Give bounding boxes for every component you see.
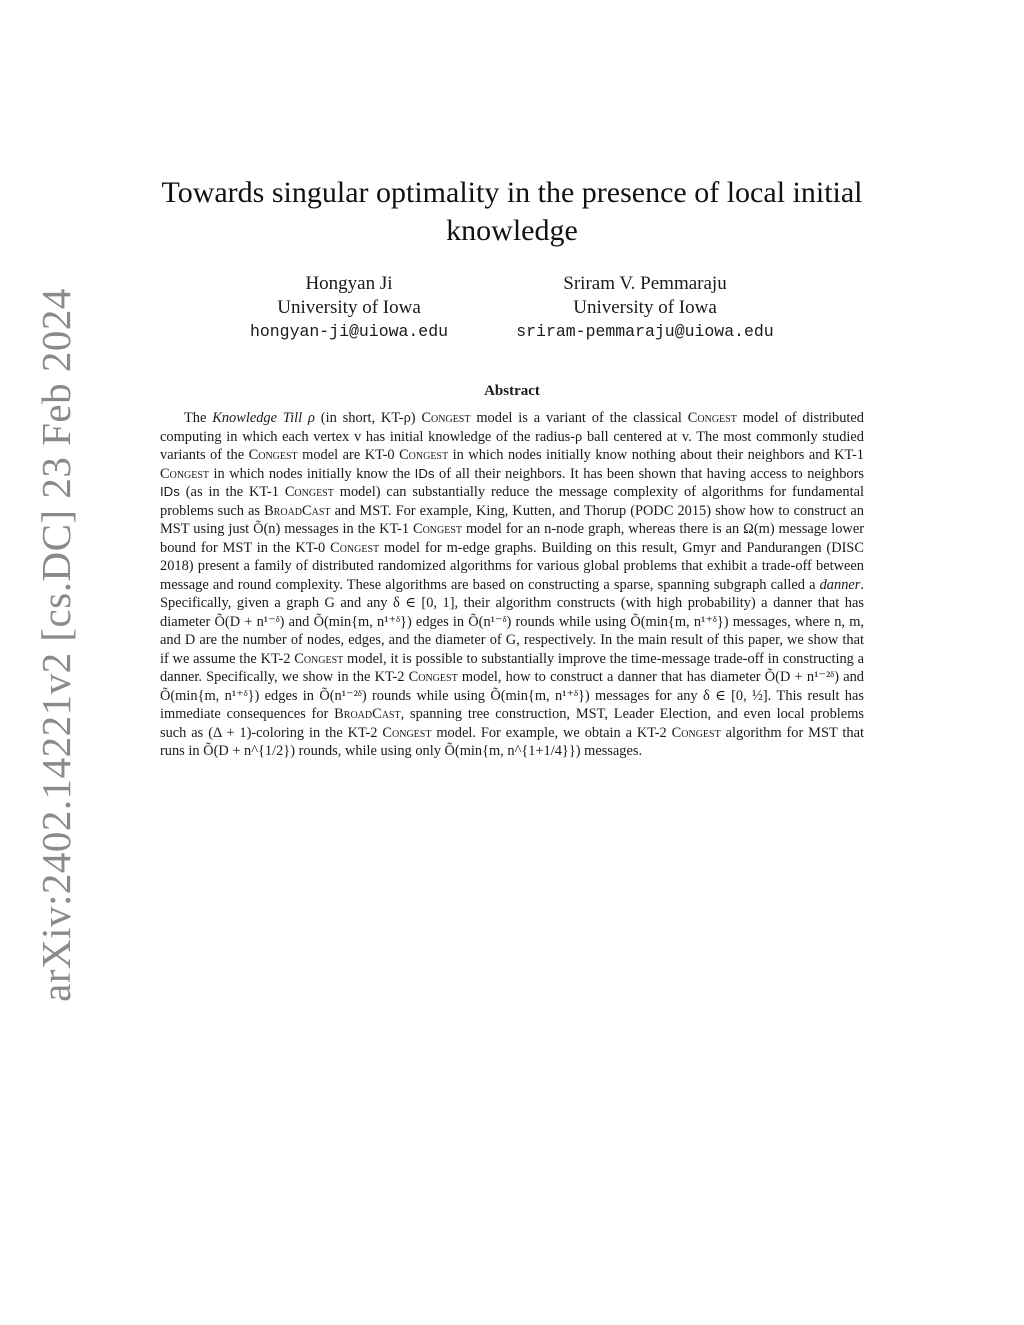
abstract-text-segment: . Specifically, given a graph G and any δ ∈ [0, 1], their algorithm constructs (with high probability) a danner that has diameter Õ(D + n¹⁻ᵟ) and Õ(min{m, n¹⁺ᵟ}) edges in Õ(n¹⁻ᵟ) rounds while using Õ(min{m, n¹⁺ᵟ}) messages, where n, m, and D are the number of nodes, edges, and the diameter of G, respectively. In the main result of this paper, we show that if we assume the KT-2 — [160, 576, 864, 667]
paper-title — [140, 174, 884, 250]
abstract-text-segment: model for an n-node graph, whereas there is an Ω(m) message lower bound for MST in the KT-0 — [160, 521, 865, 556]
abstract-text-segment: Congest — [421, 410, 471, 426]
abstract-text-segment: Congest — [248, 447, 298, 463]
abstract-text-segment: The — [184, 410, 213, 426]
abstract-body — [160, 409, 864, 761]
abstract-text-segment: danner — [819, 576, 861, 593]
abstract-text-segment: Congest — [330, 539, 380, 556]
abstract-text-segment: of all their neighbors. It has been shown that having access to neighbors — [434, 465, 864, 482]
abstract-text-segment: Congest — [160, 465, 210, 482]
abstract-text-segment: model for m-edge graphs. Building on this result, Gmyr and Pandurangen (DISC 2018) present a family of distributed randomized algorithms for various global problems that exhibit a trade-off between message and round complexity. These algorithms are based on constructing a sparse, spanning subgraph called a — [160, 539, 864, 593]
author-email[interactable]: sriram-pemmaraju@uiowa.edu — [516, 322, 774, 341]
abstract-text-segment: BroadCast — [264, 502, 331, 519]
abstract-text-segment: (as in the KT-1 — [179, 484, 285, 500]
abstract-text-segment: IDs — [414, 465, 435, 481]
author-block-1 — [218, 272, 480, 344]
author-affiliation: University of Iowa — [573, 297, 717, 318]
abstract-text-segment: , spanning tree construction, MST, Leader Election, and even local problems such as (Δ + 1)-coloring in the KT-2 — [160, 706, 864, 741]
abstract-text-segment: Congest — [671, 724, 721, 741]
author-block-2 — [494, 272, 796, 344]
abstract-text-segment: Congest — [408, 669, 458, 685]
title-line-2: knowledge — [446, 214, 578, 247]
abstract-text-segment: and MST. For example, King, Kutten, and Thorup (PODC 2015) show how to construct an MST using just Õ(n) messages in the KT-1 — [160, 502, 864, 537]
abstract-text-segment: Congest — [382, 724, 432, 741]
abstract-text-segment: model, how to construct a danner that has diameter Õ(D + n¹⁻²ᵟ) and Õ(min{m, n¹⁺ᵟ}) edges in Õ(n¹⁻²ᵟ) rounds while using Õ(min{m, n¹⁺ᵟ}) messages for any δ ∈ [0, ½]. This result has immediate consequences for — [160, 669, 864, 722]
abstract-text-segment: Congest — [284, 484, 334, 500]
abstract-text-segment: Congest — [687, 410, 737, 426]
abstract-text-segment: in which nodes initially know nothing about their neighbors and KT-1 — [448, 447, 864, 463]
author-name: Sriram V. Pemmaraju — [563, 273, 727, 294]
abstract-text-segment: model, it is possible to substantially improve the time-message trade-off in constructing a danner. Specifically, we show in the KT-2 — [160, 650, 864, 685]
abstract-text-segment: model are KT-0 — [297, 447, 400, 463]
abstract-heading: Abstract — [484, 383, 540, 399]
author-name: Hongyan Ji — [305, 273, 393, 294]
abstract-text-segment: model of distributed computing in which each vertex v has initial knowledge of the radius-ρ ball centered at v. The most commonly studied variants of the — [160, 410, 864, 463]
abstract-text-segment: Knowledge Till ρ — [212, 410, 315, 426]
author-email[interactable]: hongyan-ji@uiowa.edu — [249, 322, 449, 341]
abstract-text-segment: Congest — [399, 447, 449, 463]
title-line-1: Towards singular optimality in the presence of local initial — [161, 176, 863, 209]
abstract-text-segment: Congest — [294, 650, 344, 667]
author-affiliation: University of Iowa — [277, 297, 421, 318]
abstract-text-segment: IDs — [160, 484, 180, 499]
abstract-text-segment: in which nodes initially know the — [209, 465, 415, 482]
abstract-text-segment: algorithm for MST that runs in Õ(D + n^{1/2}) rounds, while using only Õ(min{m, n^{1+1/4}}) messages. — [160, 724, 864, 759]
abstract-text-segment: (in short, KT-ρ) — [314, 410, 422, 426]
abstract-text-segment: Congest — [412, 521, 463, 537]
abstract-text-segment: BroadCast — [334, 706, 401, 722]
arxiv-identifier-stamp: arXiv:2402.14221v2 [cs.DC] 23 Feb 2024 — [33, 288, 79, 1002]
abstract-text-segment: model) can substantially reduce the message complexity of algorithms for fundamental problems such as — [160, 484, 864, 519]
abstract-text-segment: model is a variant of the classical — [470, 410, 688, 426]
abstract-text-segment: model. For example, we obtain a KT-2 — [431, 724, 672, 741]
